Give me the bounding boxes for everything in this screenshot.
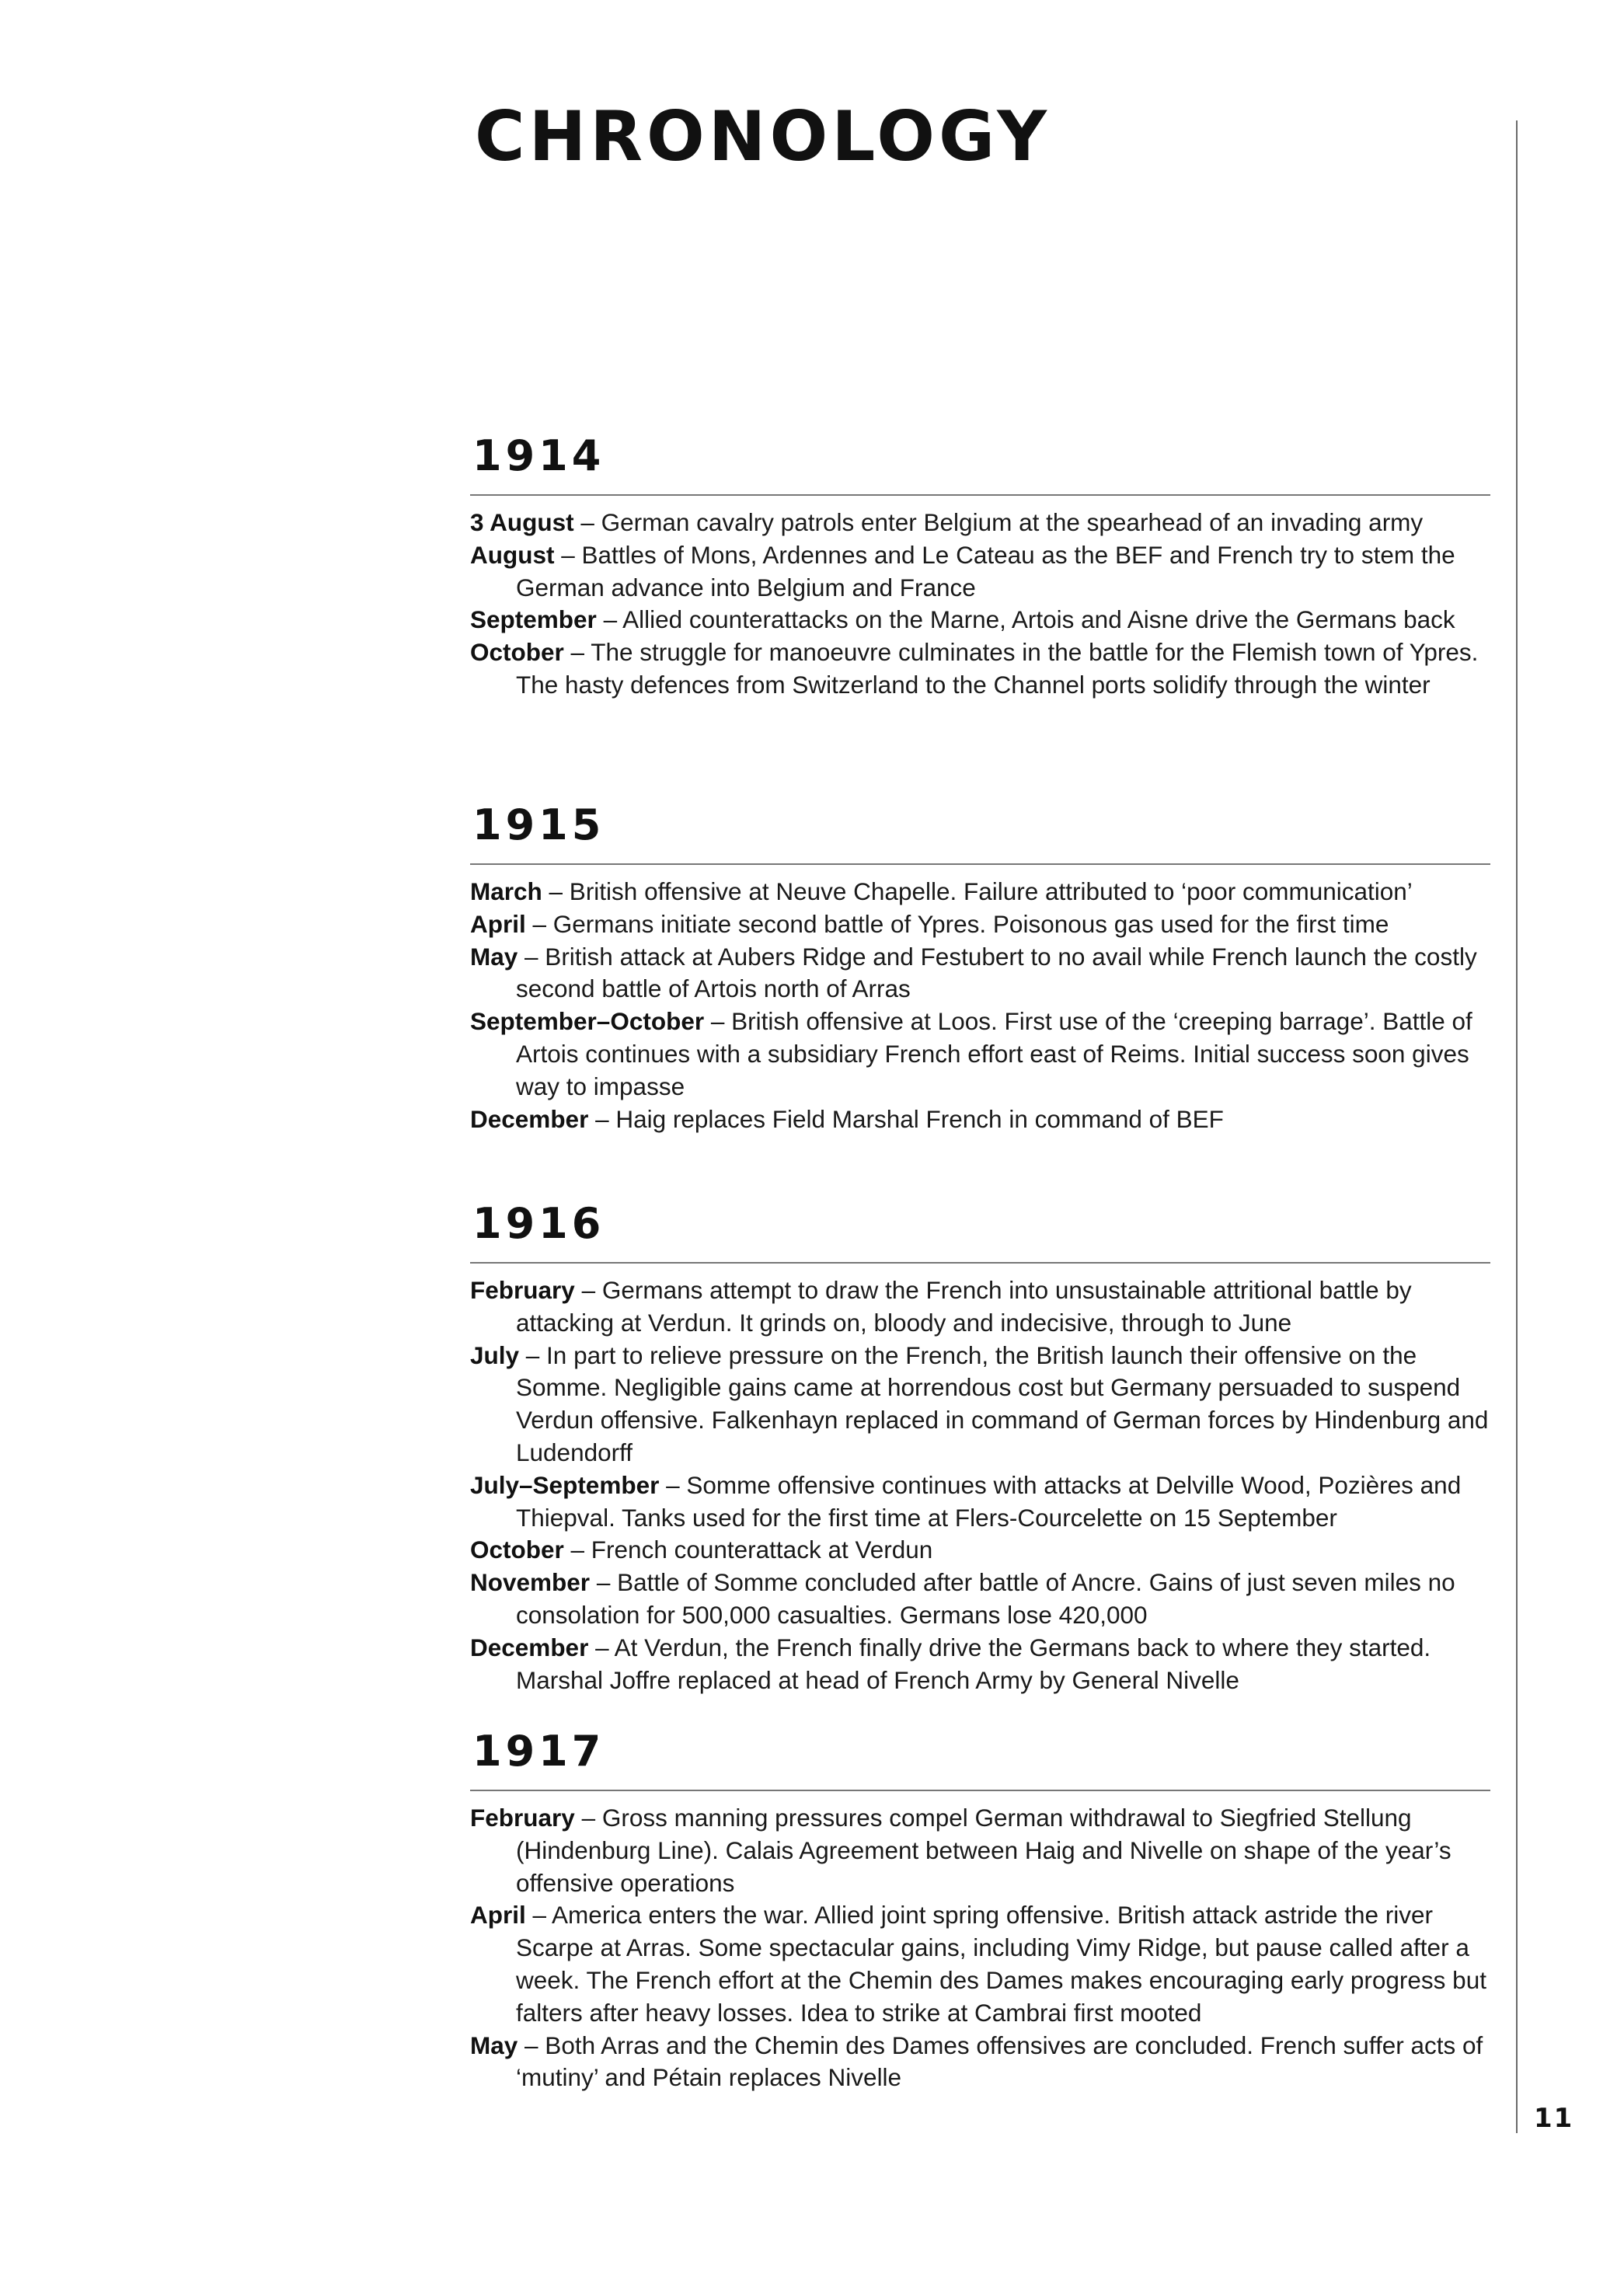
chronology-entry — [470, 1103, 1490, 1136]
entry-text: – British attack at Aubers Ridge and Festubert to no avail while French launch the costly second battle of Artois north of Arras — [516, 942, 1477, 1003]
entry-date: March — [470, 877, 542, 905]
entry-date: December — [470, 1633, 589, 1661]
year-divider — [470, 494, 1490, 496]
entry-text: – Gross manning pressures compel German withdrawal to Siegfried Stellung (Hindenburg Line). Calais Agreement between Haig and Nivelle on shape of the year’s offensive operations — [516, 1804, 1451, 1897]
entry-list — [470, 1274, 1490, 1696]
year-section-1915 — [470, 798, 1490, 1135]
page-title: CHRONOLOGY — [475, 96, 1051, 176]
chronology-entry — [470, 1899, 1490, 2029]
entry-date: August — [470, 540, 555, 569]
entry-date: September — [470, 605, 597, 634]
year-divider — [470, 1790, 1490, 1791]
chronology-entry — [470, 941, 1490, 1006]
chronology-entry — [470, 1274, 1490, 1340]
year-section-1914 — [470, 429, 1490, 702]
chronology-entry — [470, 507, 1490, 539]
entry-text: – German cavalry patrols enter Belgium at the spearhead of an invading army — [573, 508, 1424, 536]
entry-date: May — [470, 942, 518, 971]
year-section-1916 — [470, 1197, 1490, 1696]
chronology-entry — [470, 2030, 1490, 2095]
entry-date: July–September — [470, 1470, 660, 1499]
page-number: 11 — [1534, 2103, 1574, 2134]
chronology-entry — [470, 1567, 1490, 1632]
entry-text: – In part to relieve pressure on the French, the British launch their offensive on the Somme. Negligible gains came at horrendous cost but Germany persuaded to suspend Verdun offensive. Falkenhayn replaced in command of German forces by Hindenburg and Ludendorff — [516, 1340, 1489, 1466]
chronology-entry — [470, 636, 1490, 702]
entry-list — [470, 876, 1490, 1135]
entry-date: December — [470, 1104, 589, 1133]
year-heading: 1916 — [472, 1199, 605, 1248]
chronology-entry — [470, 1469, 1490, 1535]
entry-text: – Somme offensive continues with attacks at Delville Wood, Pozières and Thiepval. Tanks used for the first time at Flers-Courcelette on 15 September — [516, 1470, 1462, 1532]
entry-date: October — [470, 1536, 564, 1564]
entry-date: September–October — [470, 1007, 705, 1036]
entry-text: – Allied counterattacks on the Marne, Artois and Aisne drive the Germans back — [596, 605, 1455, 634]
entry-list — [470, 507, 1490, 702]
year-heading: 1914 — [472, 431, 605, 480]
entry-date: April — [470, 909, 526, 938]
chronology-entry — [470, 876, 1490, 908]
entry-text: – Battle of Somme concluded after battle of Ancre. Gains of just seven miles no consolation for 500,000 casualties. Germans lose 420,000 — [516, 1568, 1455, 1629]
entry-list — [470, 1802, 1490, 2094]
chronology-entry — [470, 604, 1490, 636]
entry-text: – Germans attempt to draw the French into unsustainable attritional battle by attacking at Verdun. It grinds on, bloody and indecisive, through to June — [516, 1276, 1412, 1337]
entry-text: – Haig replaces Field Marshal French in command of BEF — [588, 1104, 1224, 1133]
year-heading: 1915 — [472, 800, 605, 849]
entry-text: – The struggle for manoeuvre culminates in the battle for the Flemish town of Ypres. The hasty defences from Switzerland to the Channel ports solidify through the winter — [516, 638, 1479, 699]
year-divider — [470, 863, 1490, 865]
chronology-entry — [470, 1340, 1490, 1469]
chronology-entry — [470, 1006, 1490, 1103]
entry-text: – British offensive at Neuve Chapelle. Failure attributed to ‘poor communication’ — [542, 877, 1413, 905]
year-heading: 1917 — [472, 1727, 605, 1776]
entry-text: – French counterattack at Verdun — [563, 1536, 933, 1564]
entry-date: October — [470, 638, 564, 667]
chronology-entry — [470, 908, 1490, 941]
entry-date: May — [470, 2031, 518, 2059]
entry-date: November — [470, 1568, 591, 1597]
entry-text: – At Verdun, the French finally drive the Germans back to where they started. Marshal Joffre replaced at head of French Army by General Nivelle — [516, 1633, 1431, 1694]
year-divider — [470, 1262, 1490, 1264]
chronology-entry — [470, 539, 1490, 605]
entry-text: – America enters the war. Allied joint spring offensive. British attack astride the river Scarpe at Arras. Some spectacular gains, including Vimy Ridge, but pause called after a week. The French effort at the Chemin des Dames makes encouraging early progress but falters after heavy losses. Idea to strike at Cambrai first mooted — [516, 1901, 1486, 2027]
chronology-entry — [470, 1802, 1490, 1899]
entry-date: 3 August — [470, 508, 574, 536]
entry-date: February — [470, 1276, 575, 1304]
entry-date: April — [470, 1901, 526, 1930]
chronology-entry — [470, 1632, 1490, 1697]
margin-rule — [1516, 120, 1518, 2133]
entry-date: July — [470, 1340, 520, 1369]
entry-text: – Both Arras and the Chemin des Dames offensives are concluded. French suffer acts of ‘mutiny’ and Pétain replaces Nivelle — [516, 2031, 1483, 2092]
entry-text: – Germans initiate second battle of Ypres. Poisonous gas used for the first time — [525, 909, 1389, 938]
entry-text: – Battles of Mons, Ardennes and Le Cateau as the BEF and French try to stem the German advance into Belgium and France — [516, 540, 1455, 601]
entry-text: – British offensive at Loos. First use of the ‘creeping barrage’. Battle of Artois continues with a subsidiary French effort east of Reims. Initial success soon gives way to impasse — [516, 1007, 1472, 1100]
entry-date: February — [470, 1804, 575, 1832]
chronology-entry — [470, 1534, 1490, 1567]
year-section-1917 — [470, 1724, 1490, 2094]
